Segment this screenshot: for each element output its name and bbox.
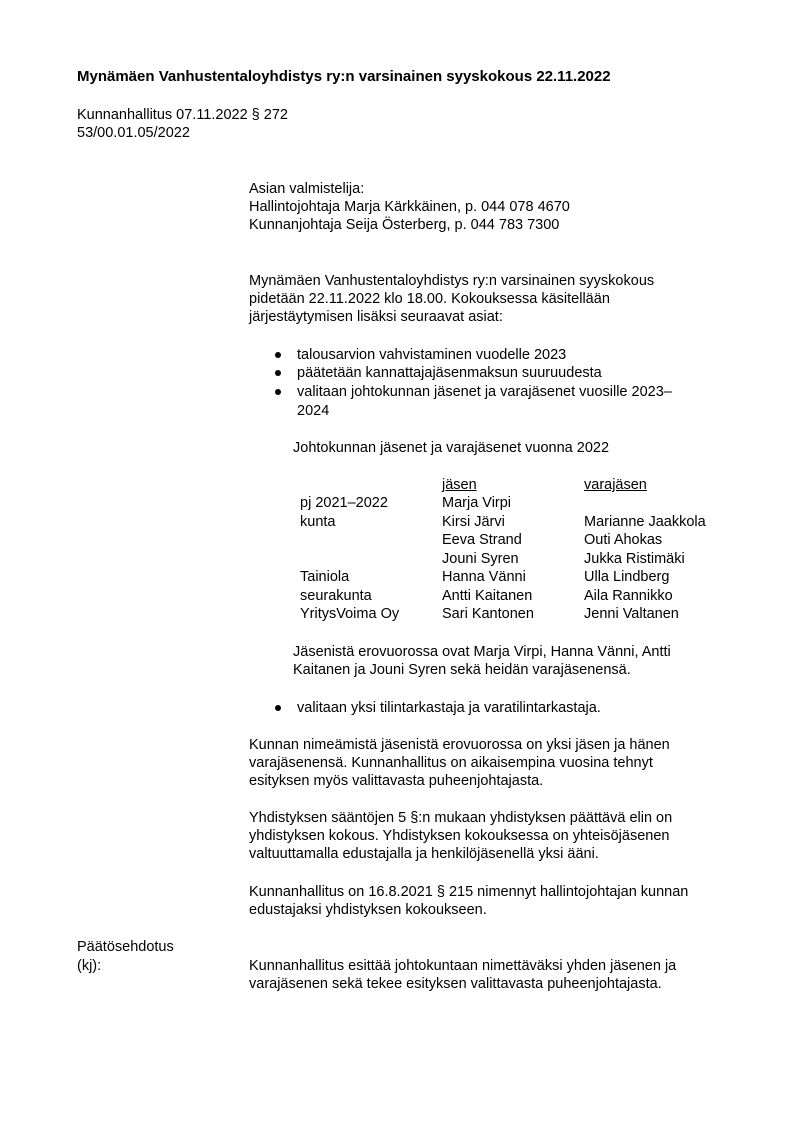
bullet-item-1: talousarvion vahvistaminen vuodelle 2023 — [297, 347, 567, 363]
para2-line-2: yhdistyksen kokous. Yhdistyksen kokouksessa on yhteisöjäsenen — [249, 828, 670, 844]
table-row-member: Hanna Vänni — [442, 569, 526, 585]
bullet-item-3: valitaan johtokunnan jäsenet ja varajäsenet vuosille 2023– — [297, 384, 672, 400]
table-row-member: Antti Kaitanen — [442, 588, 533, 604]
table-row-member: Marja Virpi — [442, 495, 512, 511]
table-row-deputy: Outi Ahokas — [584, 532, 663, 548]
preparer-heading: Asian valmistelija: — [249, 181, 365, 197]
para3-line-1: Kunnanhallitus on 16.8.2021 § 215 nimennyt hallintojohtajan kunnan — [249, 884, 689, 900]
bullet-item-2: päätetään kannattajajäsenmaksun suuruudesta — [297, 365, 602, 381]
table-row-group: pj 2021–2022 — [300, 495, 388, 511]
para2-line-3: valtuuttamalla edustajalla ja henkilöjäsenellä yksi ääni. — [249, 846, 599, 862]
table-row-group: seurakunta — [300, 588, 372, 604]
para1-line-2: varajäsenensä. Kunnanhallitus on aikaisempina vuosina tehnyt — [249, 755, 653, 771]
proposal-label: Päätösehdotus — [77, 939, 174, 955]
preparer-person-1: Hallintojohtaja Marja Kärkkäinen, p. 044 078 4670 — [249, 199, 570, 215]
table-row-member: Jouni Syren — [442, 551, 519, 567]
bullet-icon — [275, 370, 281, 376]
proposal-label-suffix: (kj): — [77, 958, 102, 974]
proposal-line-1: Kunnanhallitus esittää johtokuntaan nimettäväksi yhden jäsenen ja — [249, 958, 677, 974]
table-row-member: Sari Kantonen — [442, 606, 534, 622]
table-row-group: YritysVoima Oy — [300, 606, 400, 622]
proposal-line-2: varajäsenen sekä tekee esityksen valittavasta puheenjohtajasta. — [249, 976, 662, 992]
para3-line-2: edustajaksi yhdistyksen kokoukseen. — [249, 902, 487, 918]
para2-line-1: Yhdistyksen sääntöjen 5 §:n mukaan yhdistyksen päättävä elin on — [249, 810, 673, 826]
intro-line-3: järjestäytymisen lisäksi seuraavat asiat: — [249, 309, 503, 325]
bullet-icon — [275, 352, 281, 358]
table-row-deputy: Marianne Jaakkola — [584, 514, 706, 530]
rotation-line-1: Jäsenistä erovuorossa ovat Marja Virpi, Hanna Vänni, Antti — [293, 644, 671, 660]
table-row-deputy: Jenni Valtanen — [584, 606, 679, 622]
table-row-group: kunta — [300, 514, 336, 530]
table-row-member: Eeva Strand — [442, 532, 522, 548]
table-row-deputy: Aila Rannikko — [584, 588, 673, 604]
table-row-member: Kirsi Järvi — [442, 514, 505, 530]
para1-line-1: Kunnan nimeämistä jäsenistä erovuorossa on yksi jäsen ja hänen — [249, 737, 670, 753]
intro-line-2: pidetään 22.11.2022 klo 18.00. Kokouksessa käsitellään — [249, 291, 610, 307]
column-header-member: jäsen — [442, 477, 477, 493]
table-row-deputy: Ulla Lindberg — [584, 569, 670, 585]
table-row-deputy: Jukka Ristimäki — [584, 551, 685, 567]
document-title: Mynämäen Vanhustentaloyhdistys ry:n varsinainen syyskokous 22.11.2022 — [77, 68, 611, 85]
column-header-deputy: varajäsen — [584, 477, 647, 493]
rotation-line-2: Kaitanen ja Jouni Syren sekä heidän varajäsenensä. — [293, 662, 631, 678]
table-row-group: Tainiola — [300, 569, 350, 585]
case-number: 53/00.01.05/2022 — [77, 125, 190, 141]
bullet-icon — [275, 705, 281, 711]
para1-line-3: esityksen myös valittavasta puheenjohtajasta. — [249, 773, 544, 789]
board-heading: Johtokunnan jäsenet ja varajäsenet vuonna 2022 — [293, 440, 610, 456]
bullet-item-3-cont: 2024 — [297, 403, 330, 419]
bullet-icon — [275, 389, 281, 395]
bullet-item-4: valitaan yksi tilintarkastaja ja varatilintarkastaja. — [297, 700, 601, 716]
preparer-person-2: Kunnanjohtaja Seija Österberg, p. 044 783 7300 — [249, 217, 560, 233]
intro-line-1: Mynämäen Vanhustentaloyhdistys ry:n varsinainen syyskokous — [249, 273, 655, 289]
reference-line: Kunnanhallitus 07.11.2022 § 272 — [77, 107, 288, 123]
